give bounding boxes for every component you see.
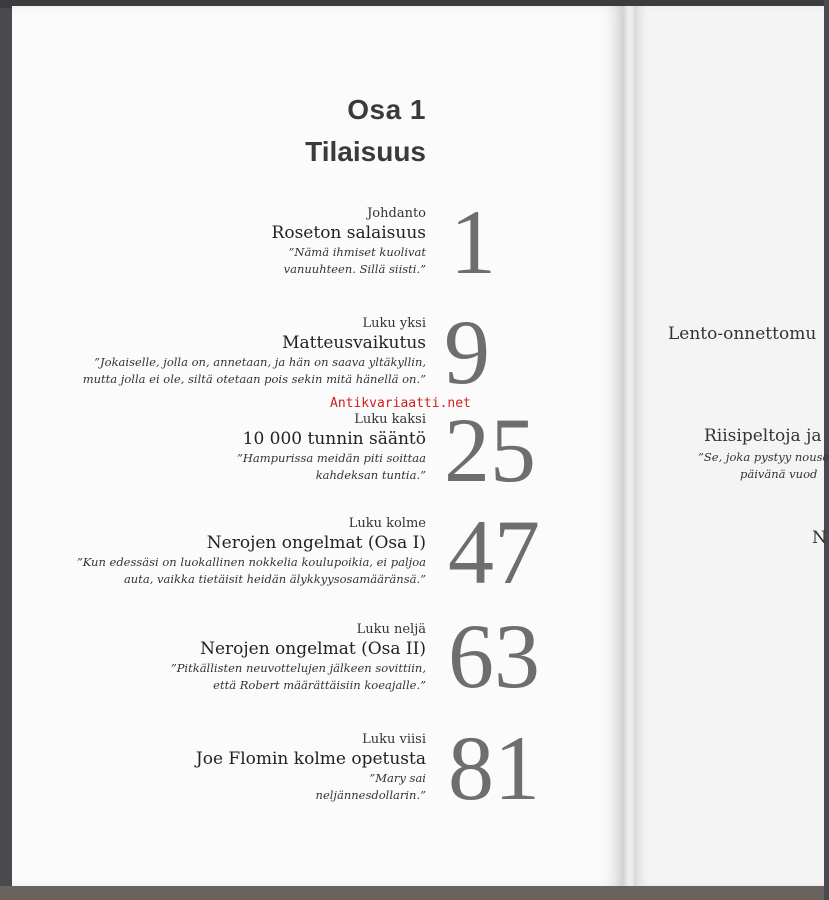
entry-label: Luku neljä: [356, 622, 426, 637]
page-number: 81: [448, 717, 540, 819]
page-number: 1: [450, 191, 496, 293]
toc-entry-luku-yksi: [83, 316, 426, 388]
part-number: Osa 1: [347, 94, 426, 125]
entry-label: Luku kolme: [348, 516, 426, 531]
entry-label: Luku kaksi: [354, 412, 426, 427]
entry-quote-line: auta, vaikka tietäisit heidän älykkyysosamääränsä.”: [123, 572, 426, 586]
entry-title: 10 000 tunnin sääntö: [242, 429, 426, 449]
right-fragment: N: [812, 528, 827, 548]
entry-title: Nerojen ongelmat (Osa II): [200, 639, 426, 659]
part-title: Tilaisuus: [305, 136, 426, 167]
watermark: Antikvariaatti.net: [330, 396, 471, 411]
toc-entry-luku-kaksi: [237, 412, 426, 484]
entry-label: Johdanto: [367, 206, 426, 221]
book-gutter: [622, 6, 634, 886]
entry-label: Luku viisi: [362, 732, 426, 747]
entry-title: Matteusvaikutus: [282, 333, 426, 353]
toc-entry-luku-nelja: [171, 622, 426, 694]
entry-quote-line: mutta jolla ei ole, siltä otetaan pois sekin mitä hänellä on.”: [82, 372, 426, 386]
right-heading-2: Riisipeltoja ja: [704, 426, 822, 446]
right-heading-1: Lento-onnettomu: [668, 324, 817, 344]
entry-quote-line: ”Hampurissa meidän piti soittaa: [236, 451, 426, 465]
entry-label: Luku yksi: [362, 316, 426, 331]
toc-entry-luku-kolme: [77, 516, 426, 588]
left-page: [12, 6, 624, 886]
entry-quote-line: ”Pitkällisten neuvottelujen jälkeen sovittiin,: [170, 661, 426, 675]
entry-quote-line: ”Mary sai: [369, 771, 426, 785]
entry-title: Joe Flomin kolme opetusta: [195, 749, 426, 769]
right-quote-line: ”Se, joka pystyy nouse: [698, 450, 829, 464]
page-number: 9: [444, 301, 490, 403]
entry-quote-line: vanuuhteen. Sillä siisti.”: [283, 262, 426, 276]
entry-quote-line: ”Jokaiselle, jolla on, annetaan, ja hän on saava yltäkyllin,: [94, 355, 426, 369]
page-number: 47: [448, 501, 540, 603]
entry-quote-line: että Robert määrättäisiin koeajalle.”: [213, 678, 426, 692]
entry-title: Roseton salaisuus: [271, 223, 426, 243]
page-number: 25: [444, 399, 536, 501]
right-quote-line: päivänä vuod: [740, 467, 818, 481]
toc-entry-luku-viisi: [196, 732, 426, 804]
entry-quote-line: kahdeksan tuntia.”: [315, 468, 426, 482]
entry-quote-line: ”Nämä ihmiset kuolivat: [288, 245, 426, 259]
entry-quote-line: neljännesdollarin.”: [315, 788, 426, 802]
entry-quote-line: ”Kun edessäsi on luokallinen nokkelia koulupoikia, ei paljoa: [76, 555, 426, 569]
page-number: 63: [448, 605, 540, 707]
right-page: [634, 6, 829, 886]
toc-entry-johdanto: [272, 206, 426, 278]
entry-title: Nerojen ongelmat (Osa I): [206, 533, 426, 553]
book-bottom-edge: [0, 886, 824, 900]
